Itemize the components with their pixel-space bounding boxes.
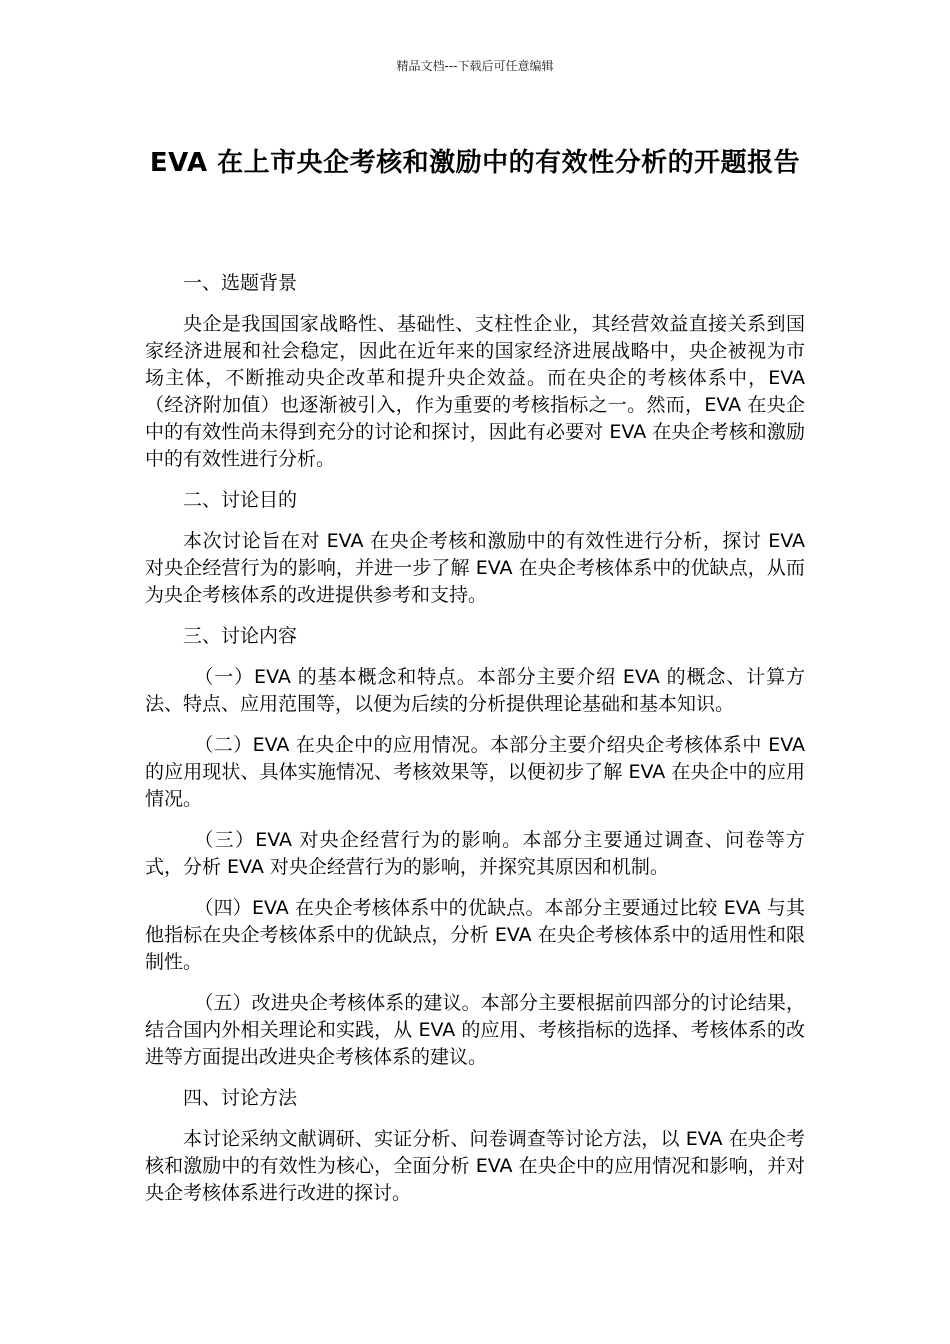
document-title: EVA 在上市央企考核和激励中的有效性分析的开题报告: [149, 148, 801, 178]
paragraph-purpose: 本次讨论旨在对 EVA 在央企考核和激励中的有效性进行分析，探讨 EVA 对央企经营行为的影响，并进一步了解 EVA 在央企考核体系中的优缺点，从而为央企考核体系的改进提供参考和支持。: [145, 530, 805, 606]
content-item-1: （一）EVA 的基本概念和特点。本部分主要介绍 EVA 的概念、计算方法、特点、应用范围等，以便为后续的分析提供理论基础和基本知识。: [145, 666, 805, 715]
section-heading-method: 四、讨论方法: [183, 1087, 298, 1109]
content-item-2: （二）EVA 在央企中的应用情况。本部分主要介绍央企考核体系中 EVA 的应用现状、具体实施情况、考核效果等，以便初步了解 EVA 在央企中的应用情况。: [145, 734, 805, 810]
content-item-5: （五）改进央企考核体系的建议。本部分主要根据前四部分的讨论结果，结合国内外相关理论和实践，从 EVA 的应用、考核指标的选择、考核体系的改进等方面提出改进央企考核体系的建议。: [145, 992, 805, 1068]
paragraph-method: 本讨论采纳文献调研、实证分析、问卷调查等讨论方法，以 EVA 在央企考核和激励中的有效性为核心，全面分析 EVA 在央企中的应用情况和影响，并对央企考核体系进行改进的探讨。: [145, 1128, 805, 1204]
content-item-4: （四）EVA 在央企考核体系中的优缺点。本部分主要通过比较 EVA 与其他指标在央企考核体系中的优缺点，分析 EVA 在央企考核体系中的适用性和限制性。: [145, 897, 805, 973]
section-heading-purpose: 二、讨论目的: [183, 489, 298, 511]
section-heading-background: 一、选题背景: [183, 272, 298, 294]
paragraph-background: 央企是我国国家战略性、基础性、支柱性企业，其经营效益直接关系到国家经济进展和社会稳定，因此在近年来的国家经济进展战略中，央企被视为市场主体，不断推动央企改革和提升央企效益。而在央企的考核体系中，EVA（经济附加值）也逐渐被引入，作为重要的考核指标之一。然而，EVA 在央企中的有效性尚未得到充分的讨论和探讨，因此有必要对 EVA 在央企考核和激励中的有效性进行分析。: [145, 313, 805, 470]
document-body: [145, 270, 805, 1221]
section-heading-content: 三、讨论内容: [183, 625, 298, 647]
header-note: 精品文档---下载后可任意编辑: [396, 59, 554, 73]
content-item-3: （三）EVA 对央企经营行为的影响。本部分主要通过调查、问卷等方式，分析 EVA 对央企经营行为的影响，并探究其原因和机制。: [145, 829, 805, 878]
